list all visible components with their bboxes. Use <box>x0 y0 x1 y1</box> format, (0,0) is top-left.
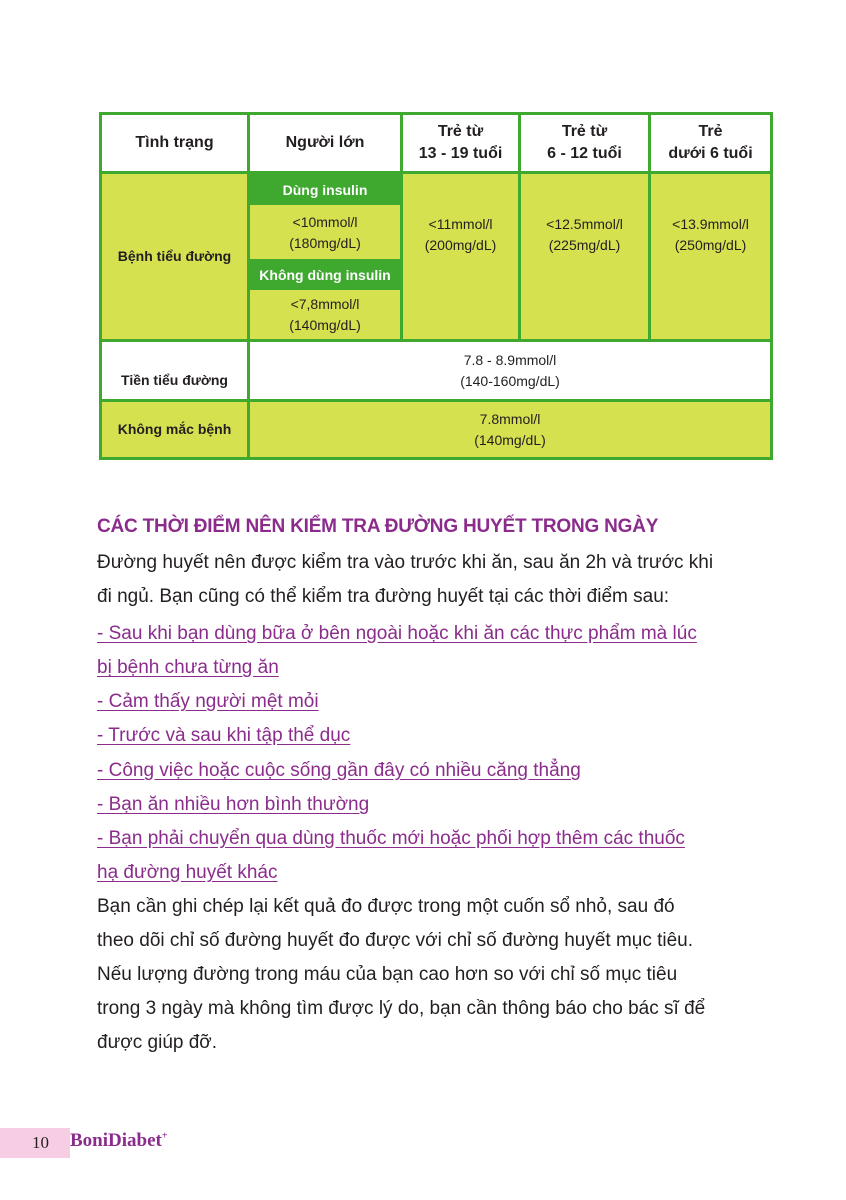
young-value-mg: (250mg/dL) <box>674 237 747 253</box>
brand-mark: + <box>161 1130 168 1142</box>
no-insulin-tag <box>250 259 400 290</box>
header-child-line1: Trẻ từ <box>561 123 608 140</box>
diabetes-label: Bệnh tiểu đường <box>117 248 232 264</box>
header-teen-line1: Trẻ từ <box>437 123 484 140</box>
prediabetes-label: Tiền tiểu đường <box>121 372 228 388</box>
closing-line: được giúp đỡ. <box>97 1032 218 1053</box>
prediabetes-value <box>250 342 770 399</box>
closing-line: Bạn cần ghi chép lại kết quả đo được trong một cuốn sổ nhỏ, sau đó <box>97 896 675 917</box>
healthy-value <box>250 402 770 457</box>
no-insulin-value <box>250 291 400 339</box>
teen-value-mmol: <11mmol/l <box>428 216 493 232</box>
row-label-prediabetes <box>102 342 247 399</box>
list-item-line: - Sau khi bạn dùng bữa ở bên ngoài hoặc khi ăn các thực phẩm mà lúc <box>97 623 697 644</box>
row-label-diabetes <box>102 174 247 339</box>
young-value-mmol: <13.9mmol/l <box>672 216 749 232</box>
header-status <box>102 115 247 171</box>
list-item-line: - Trước và sau khi tập thể dục <box>97 725 351 746</box>
header-young-line2: dưới 6 tuổi <box>668 145 753 162</box>
brand-name: BoniDiabet <box>70 1130 162 1151</box>
list-item[interactable] <box>97 617 787 685</box>
healthy-value-mg: (140mg/dL) <box>474 431 546 448</box>
intro-line-2: đi ngủ. Bạn cũng có thể kiểm tra đường huyết tại các thời điểm sau: <box>97 586 670 607</box>
list-item[interactable] <box>97 822 787 890</box>
header-adult-label: Người lớn <box>285 134 365 151</box>
child-value-mmol: <12.5mmol/l <box>546 216 623 232</box>
row-label-healthy <box>102 402 247 457</box>
child-value-mg: (225mg/dL) <box>548 237 621 253</box>
no-insulin-value-mmol: <7,8mmol/l <box>290 296 360 312</box>
no-insulin-tag-label: Không dùng insulin <box>259 266 391 283</box>
child-diabetes-cell <box>521 174 648 339</box>
page-number: 10 <box>32 1133 49 1152</box>
header-child <box>521 115 648 171</box>
list-item[interactable] <box>97 719 787 753</box>
prediabetes-value-mg: (140-160mg/dL) <box>460 372 560 389</box>
header-young <box>651 115 770 171</box>
header-status-label: Tình trạng <box>135 134 214 151</box>
insulin-tag <box>250 174 400 205</box>
brand-logo <box>70 1130 168 1152</box>
glucose-target-table <box>99 112 773 460</box>
list-item-line: bị bệnh chưa từng ăn <box>97 657 279 678</box>
intro-line-1: Đường huyết nên được kiểm tra vào trước khi ăn, sau ăn 2h và trước khi <box>97 552 714 573</box>
header-teen <box>403 115 518 171</box>
header-adult <box>250 115 400 171</box>
list-item-line: hạ đường huyết khác <box>97 862 278 883</box>
list-item-line: - Công việc hoặc cuộc sống gần đây có nhiều căng thẳng <box>97 760 581 781</box>
prediabetes-value-mmol: 7.8 - 8.9mmol/l <box>463 351 557 368</box>
insulin-value-mmol: <10mmol/l <box>292 214 358 230</box>
teen-value-mg: (200mg/dL) <box>424 237 497 253</box>
closing-line: theo dõi chỉ số đường huyết đo được với chỉ số đường huyết mục tiêu. <box>97 930 694 951</box>
list-item[interactable] <box>97 788 787 822</box>
list-item-line: - Bạn phải chuyển qua dùng thuốc mới hoặc phối hợp thêm các thuốc <box>97 828 685 849</box>
closing-line: trong 3 ngày mà không tìm được lý do, bạn cần thông báo cho bác sĩ để <box>97 998 706 1019</box>
header-teen-line2: 13 - 19 tuổi <box>418 145 503 162</box>
list-item[interactable] <box>97 754 787 788</box>
list-item[interactable] <box>97 685 787 719</box>
header-child-line2: 6 - 12 tuổi <box>547 145 622 162</box>
closing-paragraph <box>97 890 777 1060</box>
teen-diabetes-cell <box>403 174 518 339</box>
header-young-line1: Trẻ <box>698 123 723 140</box>
insulin-value <box>250 207 400 259</box>
list-item-line: - Bạn ăn nhiều hơn bình thường <box>97 794 370 815</box>
young-diabetes-cell <box>651 174 770 339</box>
insulin-value-mg: (180mg/dL) <box>289 235 361 251</box>
closing-line: Nếu lượng đường trong máu của bạn cao hơn so với chỉ số mục tiêu <box>97 964 678 985</box>
no-insulin-value-mg: (140mg/dL) <box>289 317 361 333</box>
intro-paragraph <box>97 546 777 614</box>
insulin-tag-label: Dùng insulin <box>282 181 368 198</box>
healthy-label: Không mắc bệnh <box>117 421 232 437</box>
healthy-value-mmol: 7.8mmol/l <box>479 410 541 427</box>
list-item-line: - Cảm thấy người mệt mỏi <box>97 691 319 712</box>
section-heading: CÁC THỜI ĐIỂM NÊN KIỂM TRA ĐƯỜNG HUYẾT TRONG NGÀY <box>97 516 659 537</box>
